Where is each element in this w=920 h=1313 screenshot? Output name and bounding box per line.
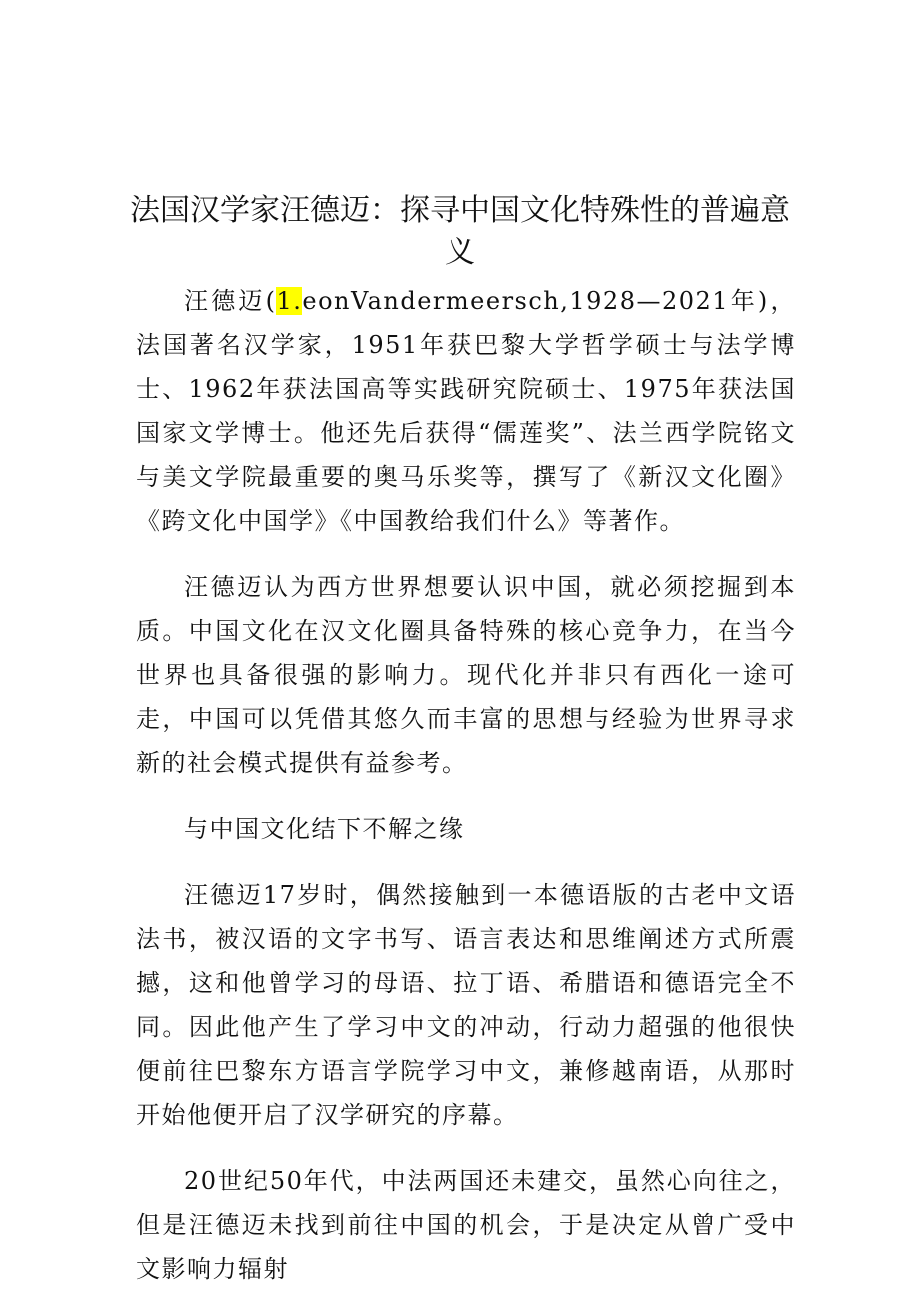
paragraph-4: 20世纪50年代，中法两国还未建交，虽然心向往之，但是汪德迈未找到前往中国的机会，于是决定从曾广受中文影响力辐射	[136, 1167, 796, 1283]
section-heading: 与中国文化结下不解之缘	[184, 815, 465, 843]
paragraph-3: 汪德迈17岁时，偶然接触到一本德语版的古老中文语法书，被汉语的文字书写、语言表达和思维阐述方式所震撼，这和他曾学习的母语、拉丁语、希腊语和德语完全不同。因此他产生了学习中文的冲动，行动力超强的他很快便前往巴黎东方语言学院学习中文，兼修越南语，从那时开始他便开启了汉学研究的序幕。	[136, 881, 796, 1129]
intro-text-start: 汪德迈(	[184, 287, 277, 315]
intro-text-rest: eonVandermeersch,1928—2021年)，法国著名汉学家，1951年获巴黎大学哲学硕士与法学博士、1962年获法国高等实践研究院硕士、1975年获法国国家文学博士。他还先后获得“儒莲奖”、法兰西学院铭文与美文学院最重要的奥马乐奖等，撰写了《新汉文化圈》《跨文化中国学》《中国教给我们什么》等著作。	[136, 287, 796, 535]
paragraph-2: 汪德迈认为西方世界想要认识中国，就必须挖掘到本质。中国文化在汉文化圈具备特殊的核心竞争力，在当今世界也具备很强的影响力。现代化并非只有西化一途可走，中国可以凭借其悠久而丰富的思想与经验为世界寻求新的社会模式提供有益参考。	[136, 573, 796, 777]
article-body	[136, 279, 796, 1313]
article-title: 法国汉学家汪德迈：探寻中国文化特殊性的普遍意义	[130, 193, 790, 270]
intro-paragraph	[136, 279, 796, 543]
highlighted-text: 1.	[276, 287, 303, 315]
